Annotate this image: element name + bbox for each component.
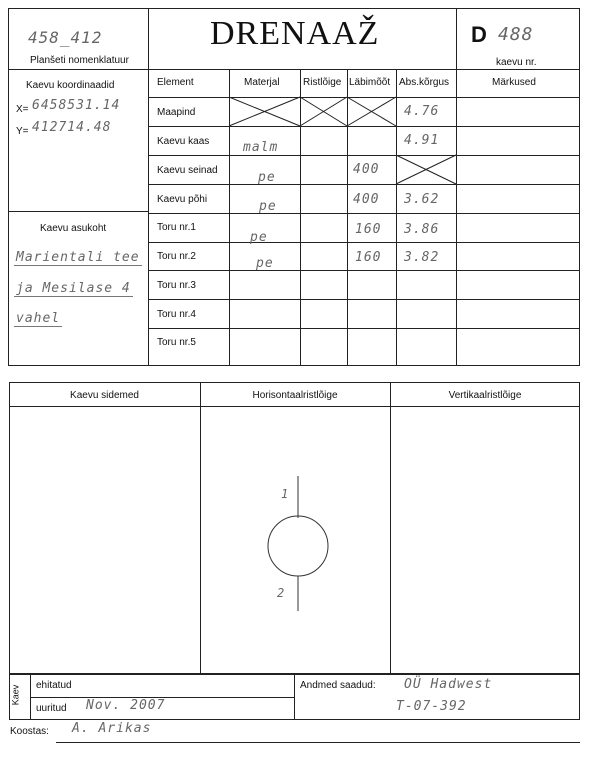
col-header-element: Element — [157, 77, 194, 88]
connections-heading: Kaevu sidemed — [70, 390, 139, 401]
data-source-line-1: OÜ Hadwest — [404, 677, 493, 692]
y-coordinate-value: 412714.48 — [32, 120, 112, 135]
row-element-label: Toru nr.1 — [157, 222, 196, 233]
diameter-value: 400 — [353, 192, 380, 207]
coordinates-label: Kaevu koordinaadid — [26, 80, 115, 91]
row-element-label: Toru nr.4 — [157, 309, 196, 320]
row-element-label: Maapind — [157, 107, 196, 118]
well-number-value: 488 — [498, 24, 534, 45]
abs-height-value: 3.82 — [404, 250, 440, 265]
well-cross-section-sketch — [200, 406, 390, 674]
pipe-2-marker: 2 — [277, 586, 286, 600]
col-header-diameter: Läbimõõt — [349, 77, 391, 88]
row-element-label: Kaevu põhi — [157, 194, 208, 205]
page-title: DRENAAŽ — [210, 15, 380, 52]
divider — [294, 674, 295, 720]
col-header-cross-section: Ristlõige — [303, 77, 342, 88]
col-header-material: Materjal — [244, 77, 280, 88]
well-number-label: kaevu nr. — [496, 57, 537, 68]
location-line-1: Marientali tee — [16, 250, 140, 265]
col-header-remarks: Märkused — [492, 77, 536, 88]
map-sheet-value: 458_412 — [28, 28, 103, 47]
surveyed-label: uuritud — [36, 703, 67, 714]
material-value: malm — [243, 140, 279, 155]
diameter-value: 160 — [355, 250, 382, 265]
row-element-label: Toru nr.3 — [157, 280, 196, 291]
pipe-1-marker: 1 — [281, 487, 290, 501]
col-header-abs-height: Abs.kõrgus — [399, 77, 450, 88]
diameter-value: 160 — [355, 222, 382, 237]
location-line-2: ja Mesilase 4 — [16, 281, 131, 296]
map-sheet-label: Planšeti nomenklatuur — [30, 55, 129, 66]
location-label: Kaevu asukoht — [40, 223, 107, 234]
abs-height-value: 3.86 — [404, 222, 440, 237]
abs-height-value: 4.91 — [404, 133, 440, 148]
compiled-by-underline — [56, 742, 580, 743]
horizontal-section-heading: Horisontaalristlõige — [252, 390, 338, 401]
built-label: ehitatud — [36, 680, 72, 691]
abs-height-value: 3.62 — [404, 192, 440, 207]
data-source-label: Andmed saadud: — [300, 680, 376, 691]
divider — [390, 382, 391, 674]
well-prefix: D — [471, 22, 487, 47]
kaev-label: Kaev — [10, 684, 21, 706]
not-applicable-crosses — [0, 0, 594, 380]
data-source-line-2: T-07-392 — [396, 699, 467, 714]
location-line-3: vahel — [16, 311, 61, 326]
material-value: pe — [258, 170, 276, 185]
row-element-label: Toru nr.5 — [157, 337, 196, 348]
x-coordinate-value: 6458531.14 — [32, 98, 121, 113]
vertical-section-heading: Vertikaalristlõige — [448, 390, 522, 401]
material-value: pe — [256, 256, 274, 271]
row-element-label: Kaevu kaas — [157, 136, 210, 147]
material-value: pe — [250, 230, 268, 245]
compiled-by-label: Koostas: — [10, 726, 49, 737]
material-value: pe — [259, 199, 277, 214]
surveyed-value: Nov. 2007 — [86, 698, 166, 713]
y-label: Y= — [16, 126, 29, 137]
x-label: X= — [16, 104, 29, 115]
diameter-value: 400 — [353, 162, 380, 177]
row-element-label: Kaevu seinad — [157, 165, 218, 176]
compiled-by-value: A. Arikas — [72, 721, 152, 736]
row-element-label: Toru nr.2 — [157, 251, 196, 262]
abs-height-value: 4.76 — [404, 104, 440, 119]
